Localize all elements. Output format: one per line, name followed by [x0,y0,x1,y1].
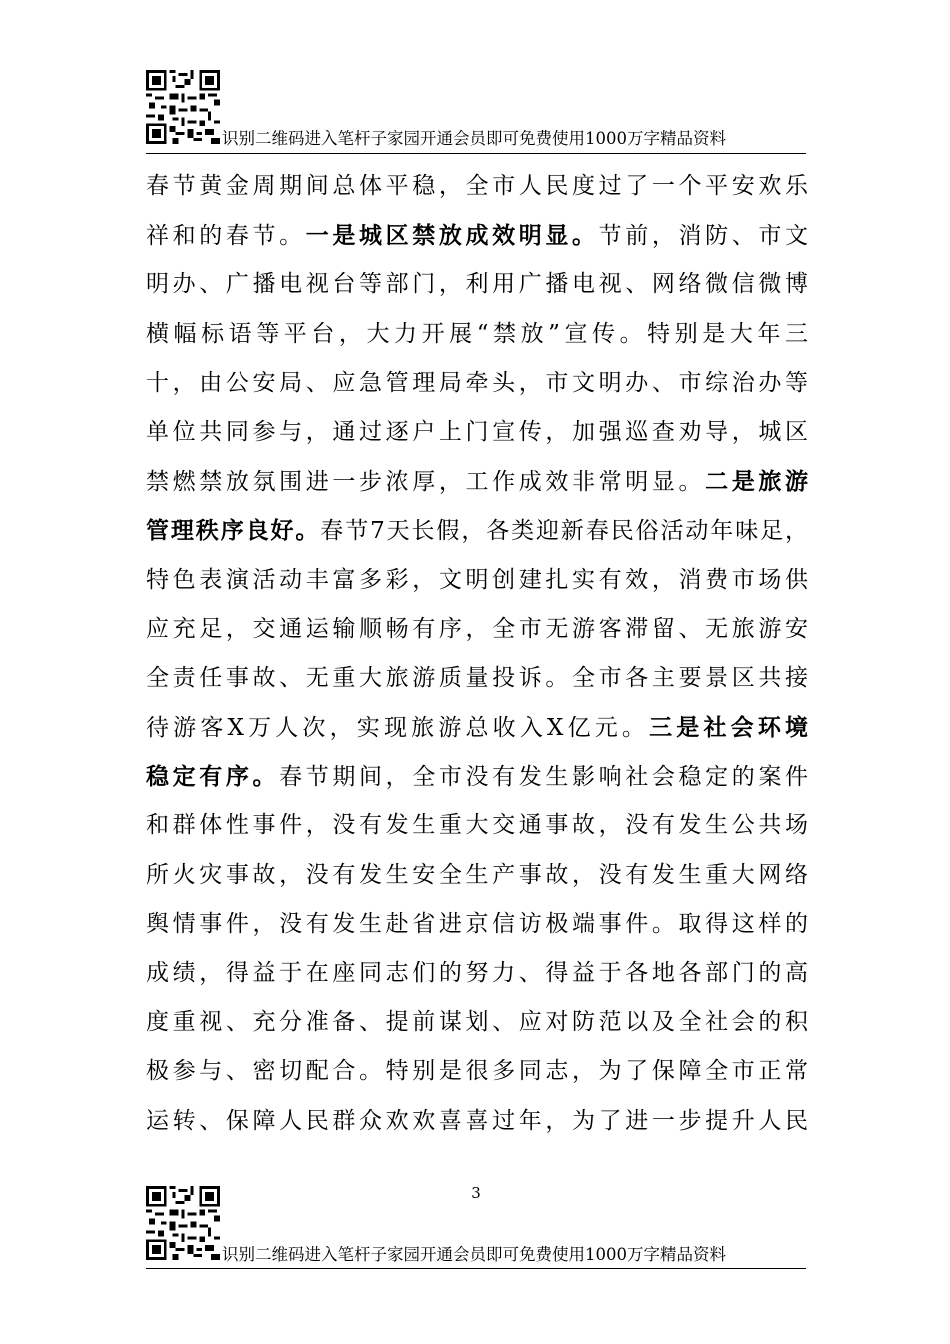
text-line [146,506,808,555]
text-line [146,408,808,457]
footer-rule [146,1268,806,1269]
text-line [146,1047,808,1096]
body-text-segment: 极参与、密切配合。特别是很多同志，为了保障全市正常 [146,1058,808,1085]
body-text-segment: 舆情事件，没有发生赴省进京信访极端事件。取得这样的 [146,910,808,937]
text-line [146,949,808,998]
text-line [146,457,808,506]
body-text-segment: 应充足，交通运输顺畅有序，全市无游客滞留、无旅游安 [146,615,808,642]
page-number: 3 [471,1184,481,1202]
body-text-segment: 全责任事故、无重大旅游质量投诉。全市各主要景区共接 [146,664,808,691]
body-text-segment: 运转、保障人民群众欢欢喜喜过年，为了进一步提升人民 [146,1107,808,1134]
text-line [146,752,808,801]
text-line [146,605,808,654]
bold-heading-text: 稳定有序。 [146,763,280,791]
bold-heading-text: 三是社会环境 [649,714,808,742]
body-text-segment: 横幅标语等平台，大力开展“禁放”宣传。特别是大年三 [146,320,808,347]
bold-heading-text: 一是城区禁放成效明显。 [305,222,599,250]
body-text-segment: 十，由公安局、应急管理局牵头，市文明办、市综治办等 [146,369,808,396]
body-text-segment: 成绩，得益于在座同志们的努力、得益于各地各部门的高 [146,960,808,986]
text-line [146,1097,808,1146]
text-line [146,162,808,211]
header-qr-code-icon [146,70,220,144]
header-rule [146,153,806,154]
body-text-segment: 节前，消防、市文 [598,223,808,250]
text-line [146,359,808,408]
text-line [146,260,808,309]
text-line [146,998,808,1047]
body-text-segment: 春节7天长假，各类迎新春民俗活动年味足， [320,518,808,545]
body-text-segment: 和群体性事件，没有发生重大交通事故，没有发生公共场 [146,812,808,839]
body-text-segment: 所火灾事故，没有发生安全生产事故，没有发生重大网络 [146,861,808,888]
document-body [146,162,808,1146]
text-line [146,851,808,900]
text-line [146,900,808,949]
text-line [146,703,808,752]
text-line [146,211,808,260]
footer-qr-code-icon [146,1186,220,1260]
text-line [146,556,808,605]
body-text-segment: 春节期间，全市没有发生影响社会稳定的案件 [279,764,808,791]
body-text-segment: 度重视、充分准备、提前谋划、应对防范以及全社会的积 [146,1009,808,1036]
body-text-segment: 禁燃禁放氛围进一步浓厚，工作成效非常明显。 [146,469,706,496]
body-text-segment: 特色表演活动丰富多彩，文明创建扎实有效，消费市场供 [146,566,808,593]
qr-code-icon [146,70,220,144]
text-line [146,654,808,703]
body-text-segment: 春节黄金周期间总体平稳，全市人民度过了一个平安欢乐 [146,173,808,199]
header-banner-text: 识别二维码进入笔杆子家园开通会员即可免费使用1000万字精品资料 [222,129,726,148]
body-text-segment: 明办、广播电视台等部门，利用广播电视、网络微信微博 [146,271,808,298]
body-text-segment: 祥和的春节。 [146,223,306,250]
text-line [146,310,808,359]
body-text-segment: 单位共同参与，通过逐户上门宣传，加强巡查劝导，城区 [146,418,808,445]
bold-heading-text: 二是旅游 [705,468,808,496]
body-text-segment: 待游客X万人次，实现旅游总收入X亿元。 [146,715,650,742]
text-line [146,801,808,850]
footer-banner-text: 识别二维码进入笔杆子家园开通会员即可免费使用1000万字精品资料 [222,1245,726,1264]
bold-heading-text: 管理秩序良好。 [146,517,321,545]
qr-code-icon [146,1186,220,1260]
